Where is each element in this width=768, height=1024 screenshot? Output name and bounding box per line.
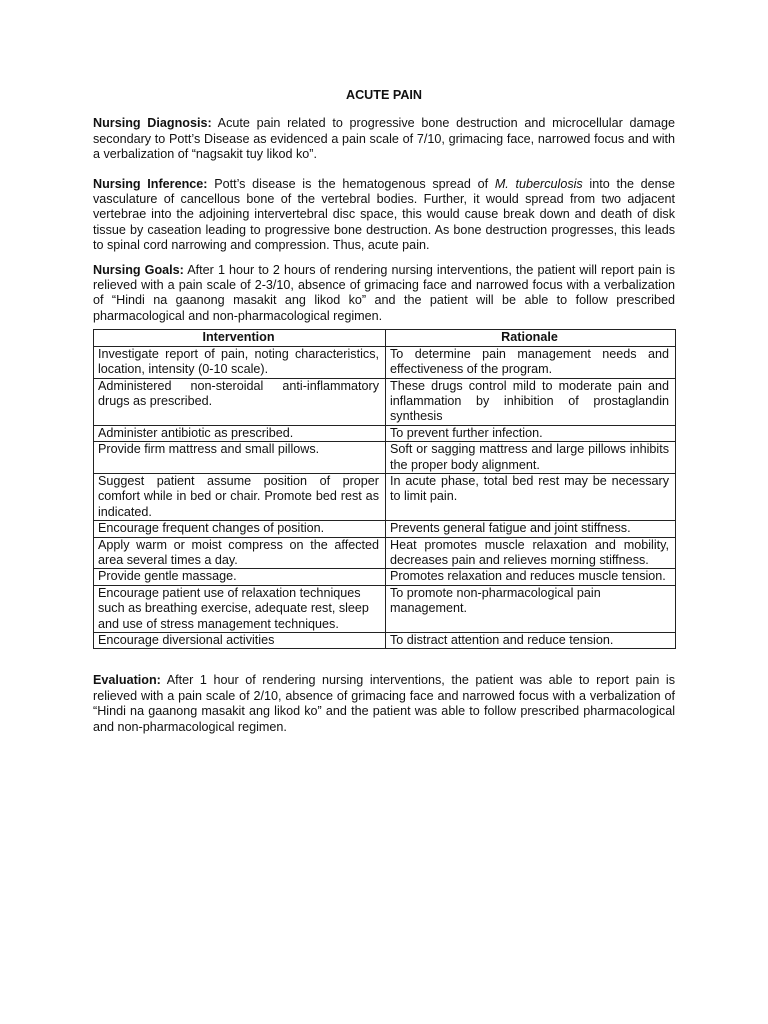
rationale-cell: To promote non-pharmacological pain management. (386, 585, 676, 632)
intervention-cell: Encourage frequent changes of position. (94, 521, 386, 537)
intervention-cell: Suggest patient assume position of proper comfort while in bed or chair. Promote bed rest as indicated. (94, 473, 386, 520)
rationale-cell: In acute phase, total bed rest may be necessary to limit pain. (386, 473, 676, 520)
document-title: ACUTE PAIN (345, 88, 423, 102)
intervention-cell: Administer antibiotic as prescribed. (94, 425, 386, 441)
nursing-diagnosis-label: Nursing Diagnosis: (93, 116, 212, 131)
table-row (94, 473, 676, 520)
table-row (94, 346, 676, 378)
rationale-cell: Promotes relaxation and reduces muscle tension. (386, 569, 676, 585)
rationale-cell: To prevent further infection. (386, 425, 676, 441)
organism-name: M. tuberculosis (494, 176, 583, 191)
intervention-cell: Administered non-steroidal anti-inflammatory drugs as prescribed. (94, 378, 386, 425)
rationale-cell: Prevents general fatigue and joint stiffness. (386, 521, 676, 537)
nursing-goals (93, 263, 675, 325)
table-row (94, 569, 676, 585)
table-header-row (94, 330, 676, 346)
table-row (94, 521, 676, 537)
intervention-cell: Encourage patient use of relaxation techniques such as breathing exercise, adequate rest, sleep and use of stress management techniques. (94, 585, 386, 632)
nursing-goals-text: After 1 hour to 2 hours of rendering nursing interventions, the patient will report pain is relieved with a pain scale of 2-3/10, absence of grimacing face and narrowed focus with a verbalization of “Hindi na gaanong masakit ang likod ko” and the patient will be able to follow prescribed pharmacological and non-pharmacological regimen. (93, 262, 675, 323)
intervention-header: Intervention (94, 330, 386, 346)
evaluation-text: After 1 hour of rendering nursing interventions, the patient was able to report pain is relieved with a pain scale of 2/10, absence of grimacing face and narrowed focus with a verbalization of “Hindi na gaanong masakit ang likod ko” and the patient was able to follow prescribed pharmacological and non-pharmacological regimen. (93, 673, 675, 734)
table-row (94, 633, 676, 649)
nursing-diagnosis (93, 116, 675, 162)
intervention-cell: Apply warm or moist compress on the affected area several times a day. (94, 537, 386, 569)
nursing-inference-label: Nursing Inference: (93, 176, 208, 191)
document-content (93, 88, 675, 735)
evaluation-label: Evaluation: (93, 673, 161, 688)
evaluation (93, 673, 675, 735)
intervention-cell: Provide firm mattress and small pillows. (94, 442, 386, 474)
table-row (94, 378, 676, 425)
nursing-diagnosis-text: Acute pain related to progressive bone destruction and microcellular damage secondary to Pott’s Disease as evidenced a pain scale of 7/10, grimacing face, narrowed focus and with a verbalization of “nagsakit tuy likod ko”. (93, 116, 675, 162)
intervention-cell: Investigate report of pain, noting characteristics, location, intensity (0-10 scale). (94, 346, 386, 378)
nursing-inference (93, 177, 675, 254)
intervention-cell: Encourage diversional activities (94, 633, 386, 649)
intervention-rationale-table (93, 329, 676, 649)
nursing-inference-text-start: Pott’s disease is the hematogenous spread of (207, 176, 495, 191)
rationale-cell: To determine pain management needs and effectiveness of the program. (386, 346, 676, 378)
nursing-goals-label: Nursing Goals: (93, 262, 184, 277)
rationale-cell: Heat promotes muscle relaxation and mobility, decreases pain and relieves morning stiffness. (386, 537, 676, 569)
rationale-header: Rationale (386, 330, 676, 346)
nursing-inference-text-end: into the dense vasculature of cancellous bone of the vertebral bodies. Further, it would spread from two adjacent vertebrae into the adjoining intervertebral disc space, this would cause break down and death of disk tissue by caseation leading to progressive bone destruction. As bone destruction progresses, this leads to spinal cord narrowing and compression. Thus, acute pain. (93, 176, 675, 253)
table-row (94, 585, 676, 632)
rationale-cell: Soft or sagging mattress and large pillows inhibits the proper body alignment. (386, 442, 676, 474)
table-row (94, 537, 676, 569)
table-row (94, 442, 676, 474)
rationale-cell: To distract attention and reduce tension. (386, 633, 676, 649)
rationale-cell: These drugs control mild to moderate pain and inflammation by inhibition of prostaglandin synthesis (386, 378, 676, 425)
table-row (94, 425, 676, 441)
intervention-cell: Provide gentle massage. (94, 569, 386, 585)
